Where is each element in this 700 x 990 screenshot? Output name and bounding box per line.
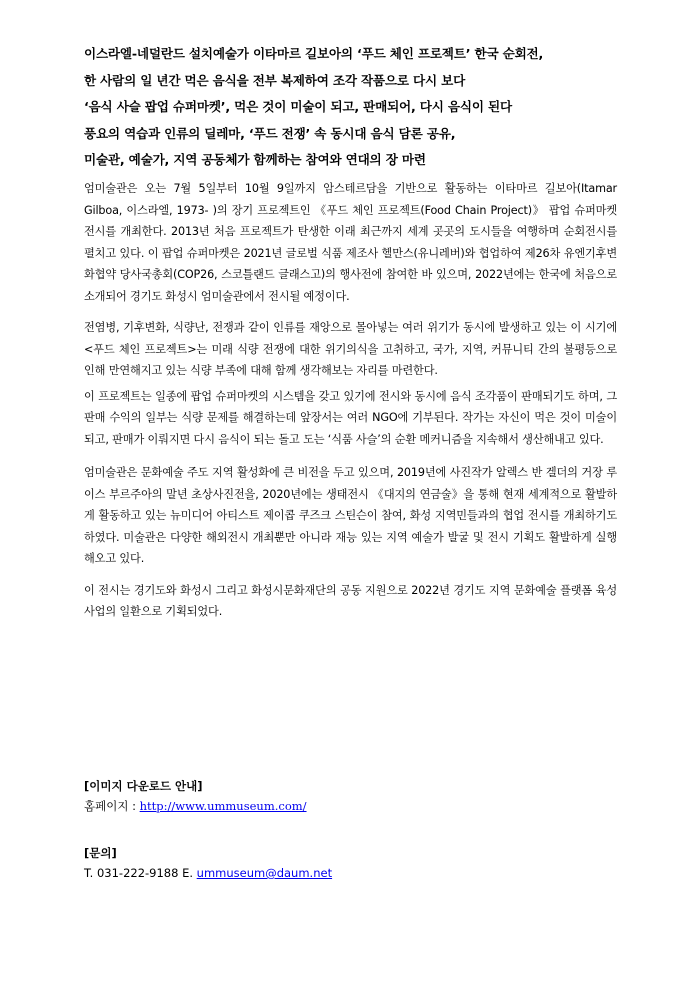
homepage-line <box>84 796 644 816</box>
image-download-section <box>84 776 644 816</box>
paragraph-intro: 엄미술관은 오는 7월 5일부터 10월 9일까지 암스테르담을 기반으로 활동하는 이타마르 길보아(Itamar Gilboa, 이스라엘, 1973- )의 장기 프로젝트인 《푸드 체인 프로젝트(Food Chain Project)》 팝업 슈퍼마켓 전시를 개최한다. 2013년 처음 프로젝트가 탄생한 이래 최근까지 세계 곳곳의 도시들을 여행하며 순회전시를 펼치고 있다. 이 팝업 슈퍼마켓은 2021년 글로벌 식품 제조사 헬만스(유니레버)와 협업하여 제26차 유엔기후변화협약 당사국총회(COP26, 스코틀랜드 글래스고)의 행사전에 참여한 바 있으며, 2022년에는 한국에 처음으로 소개되어 경기도 화성시 엄미술관에서 전시될 예정이다. <box>84 182 617 303</box>
headline-5: 미술관, 예술가, 지역 공동체가 함께하는 참여와 연대의 장 마련 <box>84 152 426 167</box>
body-text <box>84 178 617 623</box>
headline-2: 한 사람의 일 년간 먹은 음식을 전부 복제하여 조각 작품으로 다시 보다 <box>84 72 466 88</box>
download-title: [이미지 다운로드 안내] <box>84 779 203 793</box>
headline-4: 풍요의 역습과 인류의 딜레마, ‘푸드 전쟁’ 속 동시대 음식 담론 공유, <box>84 125 456 141</box>
contact-line <box>84 863 644 883</box>
paragraph-museum: 엄미술관은 문화예술 주도 지역 활성화에 큰 비전을 두고 있으며, 2019년에 사진작가 알렉스 반 겔더의 거장 루이스 부르주아의 말년 초상사진전을, 2020년에는 생태전시 《대지의 연금술》을 통해 현재 세계적으로 활발하게 활동하고 있는 뉴미디어 아티스트 제이콥 쿠즈크 스틴슨이 참여, 화성 지역민들과의 협업 전시를 개최하기도 하였다. 미술관은 다양한 해외전시 개최뿐만 아니라 재능 있는 지역 예술가 발굴 및 전시 기획도 활발하게 실행해오고 있다. <box>84 466 617 565</box>
email-link[interactable]: ummuseum@daum.net <box>196 866 333 880</box>
paragraph-system: 이 프로젝트는 일종에 팝업 슈퍼마켓의 시스템을 갖고 있기에 전시와 동시에 음식 조각품이 판매되기도 하며, 그 판매 수익의 일부는 식량 문제를 해결하는데 앞장서는 여러 NGO에 기부된다. 작가는 자신이 먹은 것이 미술이 되고, 판매가 이뤄지면 다시 음식이 되는 돌고 도는 ‘식품 사슬’의 순환 메커니즘을 지속해서 생산해내고 있다. <box>84 389 617 446</box>
headline-block <box>84 41 644 174</box>
contact-title: [문의] <box>84 846 117 860</box>
paragraph-support: 이 전시는 경기도와 화성시 그리고 화성시문화재단의 공동 지원으로 2022년 경기도 지역 문화예술 플랫폼 육성 사업의 일환으로 기획되었다. <box>84 583 617 618</box>
phone-label: T. 031-222-9188 E. <box>84 866 197 880</box>
paragraph-crisis: 전염병, 기후변화, 식량난, 전쟁과 같이 인류를 재앙으로 몰아넣는 여러 위기가 동시에 발생하고 있는 이 시기에 <푸드 체인 프로젝트>는 미래 식량 전쟁에 대한 위기의식을 고취하고, 국가, 지역, 커뮤니티 간의 불평등으로 인해 만연해지고 있는 식량 부족에 대해 함께 생각해보는 자리를 마련한다. <box>84 321 617 377</box>
contact-section <box>84 843 644 883</box>
headline-1: 이스라엘-네덜란드 설치예술가 이타마르 길보아의 ‘푸드 체인 프로젝트’ 한국 순회전, <box>84 46 544 61</box>
homepage-label: 홈페이지 : <box>84 799 140 813</box>
headline-3: ‘음식 사슬 팝업 슈퍼마켓’, 먹은 것이 미술이 되고, 판매되어, 다시 음식이 된다 <box>84 99 512 114</box>
homepage-link[interactable]: http://www.ummuseum.com/ <box>139 799 307 813</box>
